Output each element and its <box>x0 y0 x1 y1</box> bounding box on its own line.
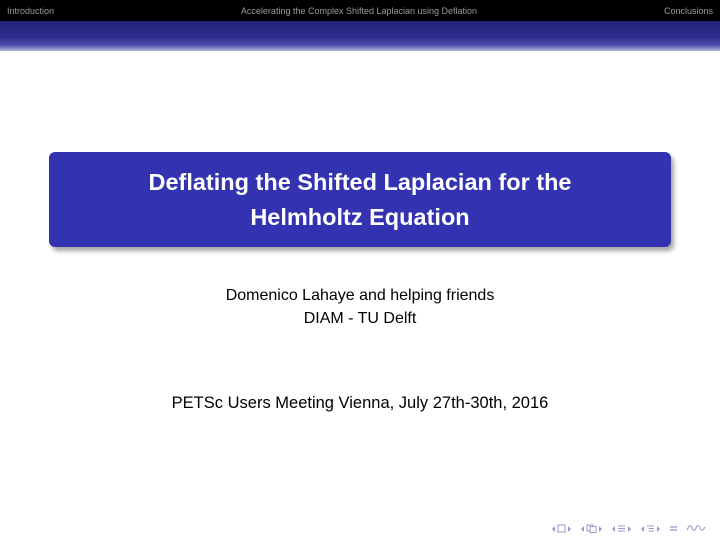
arrow-left-icon[interactable] <box>640 525 645 533</box>
nav-section-conclusions[interactable]: Conclusions <box>663 5 713 16</box>
title-box <box>49 152 671 247</box>
align-nav[interactable] <box>669 524 678 533</box>
institution: DIAM - TU Delft <box>303 310 417 327</box>
arrow-right-icon[interactable] <box>627 525 632 533</box>
event-date: PETSc Users Meeting Vienna, July 27th-30th, 2016 <box>171 394 549 412</box>
arrow-right-icon[interactable] <box>656 525 661 533</box>
arrow-left-icon[interactable] <box>551 525 556 533</box>
arrow-left-icon[interactable] <box>611 525 616 533</box>
slide-icon <box>646 524 655 533</box>
frame-icon <box>557 524 566 533</box>
section-nav[interactable] <box>611 524 632 533</box>
align-icon[interactable] <box>669 524 678 533</box>
beamer-navigation <box>551 524 706 533</box>
subsection-icon <box>586 524 597 533</box>
frame-nav[interactable] <box>551 524 572 533</box>
nav-section-accelerating[interactable]: Accelerating the Complex Shifted Laplacian using Deflation <box>240 5 478 16</box>
section-icon <box>617 524 626 533</box>
author: Domenico Lahaye and helping friends <box>225 287 495 304</box>
header-gradient-bar <box>0 21 720 51</box>
title-line-2: Helmholtz Equation <box>250 203 470 230</box>
search-nav[interactable] <box>686 524 706 533</box>
slide-nav[interactable] <box>640 524 661 533</box>
arrow-right-icon[interactable] <box>598 525 603 533</box>
header-bar <box>0 0 720 21</box>
nav-section-introduction[interactable]: Introduction <box>7 5 55 16</box>
subsection-nav[interactable] <box>580 524 603 533</box>
arrow-right-icon[interactable] <box>567 525 572 533</box>
search-icon[interactable] <box>686 524 706 533</box>
arrow-left-icon[interactable] <box>580 525 585 533</box>
title-line-1: Deflating the Shifted Laplacian for the <box>148 168 572 195</box>
